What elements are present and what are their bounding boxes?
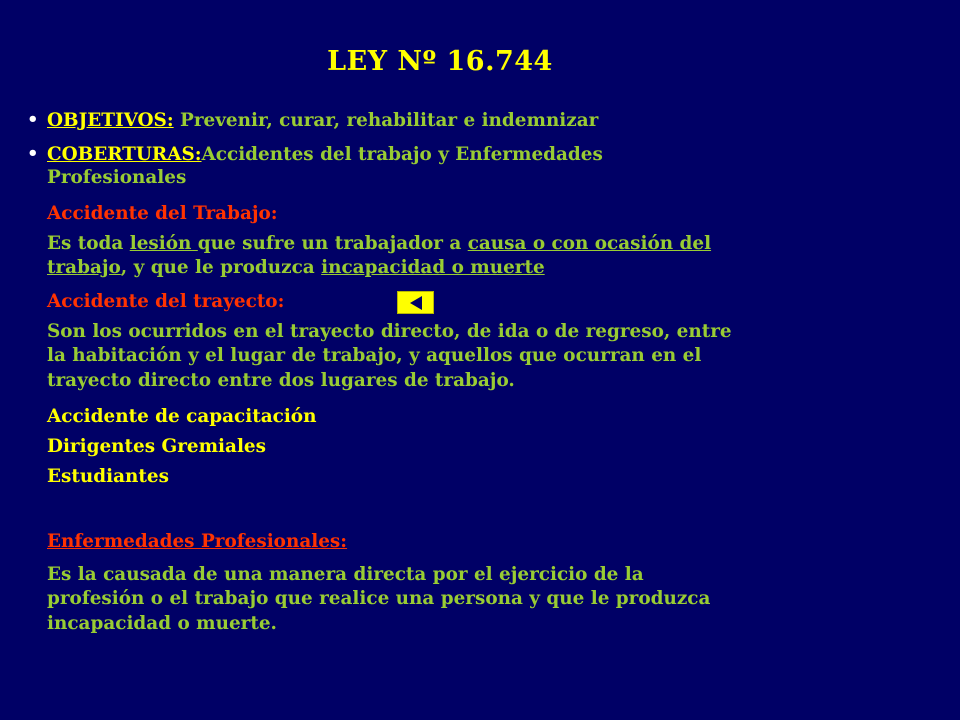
accidente-trayecto-line-2: la habitación y el lugar de trabajo, y aquellos que ocurran en el — [47, 345, 702, 366]
underlined-incapacidad: incapacidad o muerte — [321, 257, 545, 278]
slide-title: LEY Nº 16.744 — [327, 46, 553, 77]
triangle-left-icon — [410, 296, 422, 310]
bullet-coberturas: • — [27, 143, 39, 164]
coberturas-text-1: Accidentes del trabajo y Enfermedades — [201, 144, 603, 165]
back-button[interactable] — [397, 291, 434, 314]
text-segment: que sufre un trabajador a — [197, 233, 468, 254]
text-segment: Es toda — [47, 233, 130, 254]
text-segment: , y que le produzca — [120, 257, 322, 278]
coberturas-label: COBERTURAS: — [47, 144, 202, 165]
accidente-trabajo-line-1 — [47, 232, 711, 256]
underlined-trabajo: trabajo — [47, 257, 121, 278]
accidente-trayecto-line-1: Son los ocurridos en el trayecto directo, de ida o de regreso, entre — [47, 321, 732, 342]
estudiantes: Estudiantes — [47, 466, 169, 487]
accidente-trabajo-heading: Accidente del Trabajo: — [47, 203, 278, 224]
objetivos-text: Prevenir, curar, rehabilitar e indemnizar — [180, 110, 599, 131]
enfermedades-line-3: incapacidad o muerte. — [47, 613, 277, 634]
accidente-capacitacion: Accidente de capacitación — [47, 406, 317, 427]
objetivos-line — [47, 109, 598, 133]
coberturas-line — [47, 143, 603, 167]
coberturas-text-2: Profesionales — [47, 167, 187, 188]
objetivos-label: OBJETIVOS: — [47, 110, 174, 131]
accidente-trabajo-line-2 — [47, 256, 545, 280]
enfermedades-line-2: profesión o el trabajo que realice una persona y que le produzca — [47, 588, 711, 609]
dirigentes-gremiales: Dirigentes Gremiales — [47, 436, 266, 457]
bullet-objetivos: • — [27, 109, 39, 130]
accidente-trayecto-heading: Accidente del trayecto: — [47, 291, 285, 312]
enfermedades-line-1: Es la causada de una manera directa por el ejercicio de la — [47, 564, 644, 585]
enfermedades-heading: Enfermedades Profesionales: — [47, 531, 348, 552]
underlined-causa: causa o con ocasión del — [467, 233, 712, 254]
accidente-trayecto-line-3: trayecto directo entre dos lugares de trabajo. — [47, 370, 515, 391]
underlined-lesion: lesión — [129, 233, 198, 254]
